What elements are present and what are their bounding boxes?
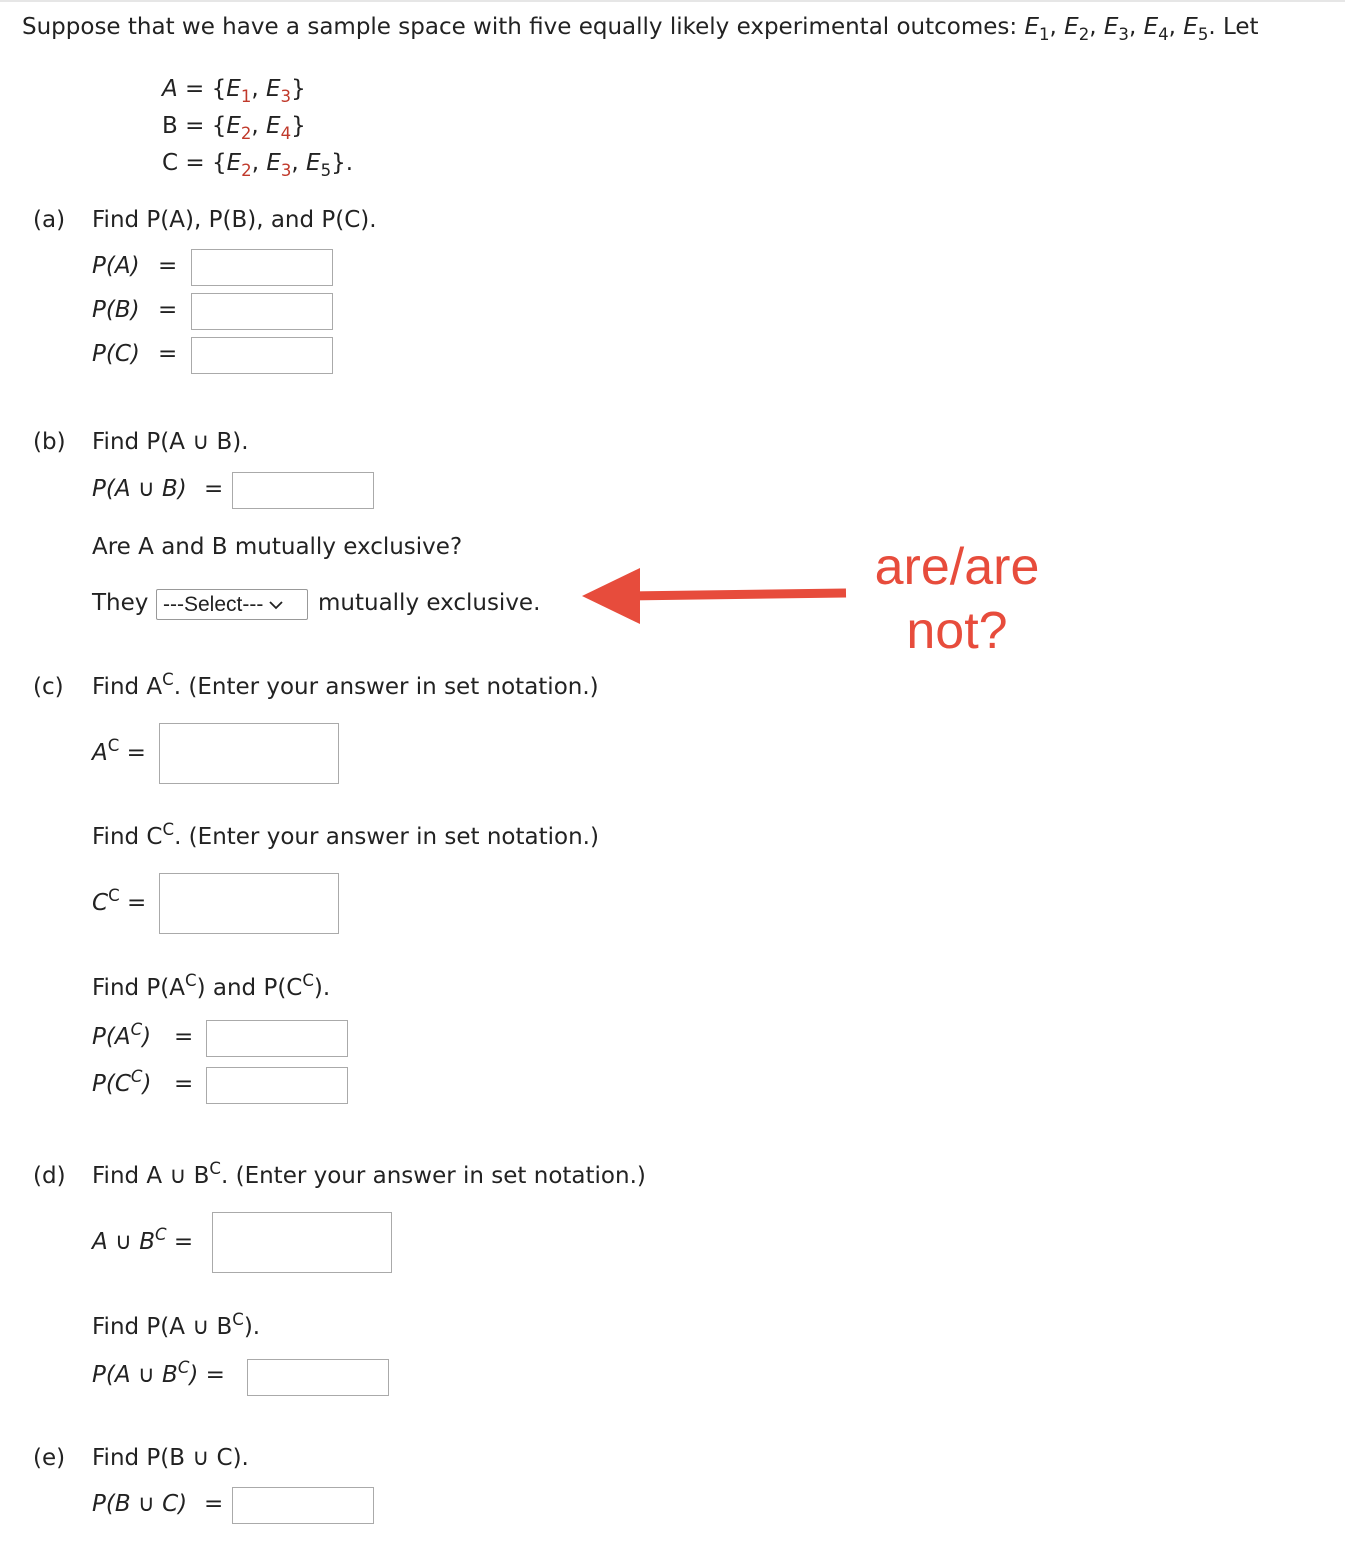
pbc-label: P(B ∪ C): [92, 1491, 188, 1517]
pab-label: P(A ∪ B): [92, 476, 187, 502]
a-union-bc-label: A ∪ $B^C$ =: [92, 1224, 194, 1255]
red-arrow-icon: [578, 565, 850, 627]
equals-sign: =: [174, 1024, 194, 1050]
set-a-definition: $A = \{E_1$, $E_3$}: [162, 76, 306, 106]
annotation-line-2: not?: [906, 602, 1008, 660]
pab-input[interactable]: [232, 472, 374, 509]
top-border: [0, 0, 1345, 2]
ac-label: $A^C$ =: [92, 735, 146, 766]
mutually-exclusive-suffix: mutually exclusive.: [318, 590, 541, 616]
pcc-input[interactable]: [206, 1067, 348, 1104]
part-c-prompt-cc: Find $C^C$. (Enter your answer in set notation.): [92, 819, 599, 850]
equals-sign: =: [158, 253, 178, 279]
part-b-prompt: Find P(A ∪ B).: [92, 429, 249, 455]
set-c-definition: $C = \{E_2$, $E_3$, $E_5$}.: [162, 150, 354, 180]
pac-input[interactable]: [206, 1020, 348, 1057]
part-d-prompt: Find A ∪ $B^C$. (Enter your answer in set notation.): [92, 1158, 646, 1189]
mutually-exclusive-select[interactable]: [156, 589, 308, 620]
pc-label: P(C): [92, 341, 140, 367]
pb-input[interactable]: [191, 293, 333, 330]
p-a-union-bc-label: P(A ∪ $B^C$) =: [92, 1357, 225, 1388]
pac-label: $P(A^C)$: [92, 1019, 152, 1050]
part-d-label: (d): [33, 1163, 66, 1189]
equals-sign: =: [204, 476, 224, 502]
a-union-bc-input[interactable]: [212, 1212, 392, 1273]
part-b-label: (b): [33, 429, 66, 455]
pcc-label: $P(C^C)$: [92, 1066, 152, 1097]
equals-sign: =: [204, 1491, 224, 1517]
set-b-definition: $B = \{E_2$, $E_4$}: [162, 113, 306, 143]
pb-label: P(B): [92, 297, 140, 323]
part-c-prompt-prob: Find $P(A^C)$ and $P(C^C)$.: [92, 970, 331, 1001]
pa-label: P(A): [92, 253, 140, 279]
problem-intro: Suppose that we have a sample space with five equally likely experimental outcomes: $E_1$, $E_2$, $E_3$, $E_4$, $E_5$. Let: [22, 14, 1259, 44]
cc-input[interactable]: [159, 873, 339, 934]
equals-sign: =: [174, 1071, 194, 1097]
part-e-label: (e): [33, 1445, 66, 1471]
part-a-prompt: Find P(A), P(B), and P(C).: [92, 207, 377, 233]
part-c-prompt-ac: Find $A^C$. (Enter your answer in set notation.): [92, 669, 599, 700]
part-e-prompt: Find P(B ∪ C).: [92, 1445, 249, 1471]
annotation-note: [857, 535, 1057, 663]
part-a-label: (a): [33, 207, 66, 233]
ac-input[interactable]: [159, 723, 339, 784]
part-c-label: (c): [33, 674, 64, 700]
pa-input[interactable]: [191, 249, 333, 286]
mutually-exclusive-question: Are A and B mutually exclusive?: [92, 534, 463, 560]
equals-sign: =: [158, 297, 178, 323]
pc-input[interactable]: [191, 337, 333, 374]
pbc-input[interactable]: [232, 1487, 374, 1524]
p-a-union-bc-input[interactable]: [247, 1359, 389, 1396]
equals-sign: =: [158, 341, 178, 367]
chevron-down-icon: [269, 600, 283, 610]
annotation-line-1: are/are: [874, 538, 1040, 596]
cc-label: $C^C$ =: [92, 885, 147, 916]
select-value: ---Select---: [163, 592, 264, 616]
part-d-prompt-prob: Find P(A ∪ $B^C$).: [92, 1309, 261, 1340]
they-label: They: [92, 590, 149, 616]
